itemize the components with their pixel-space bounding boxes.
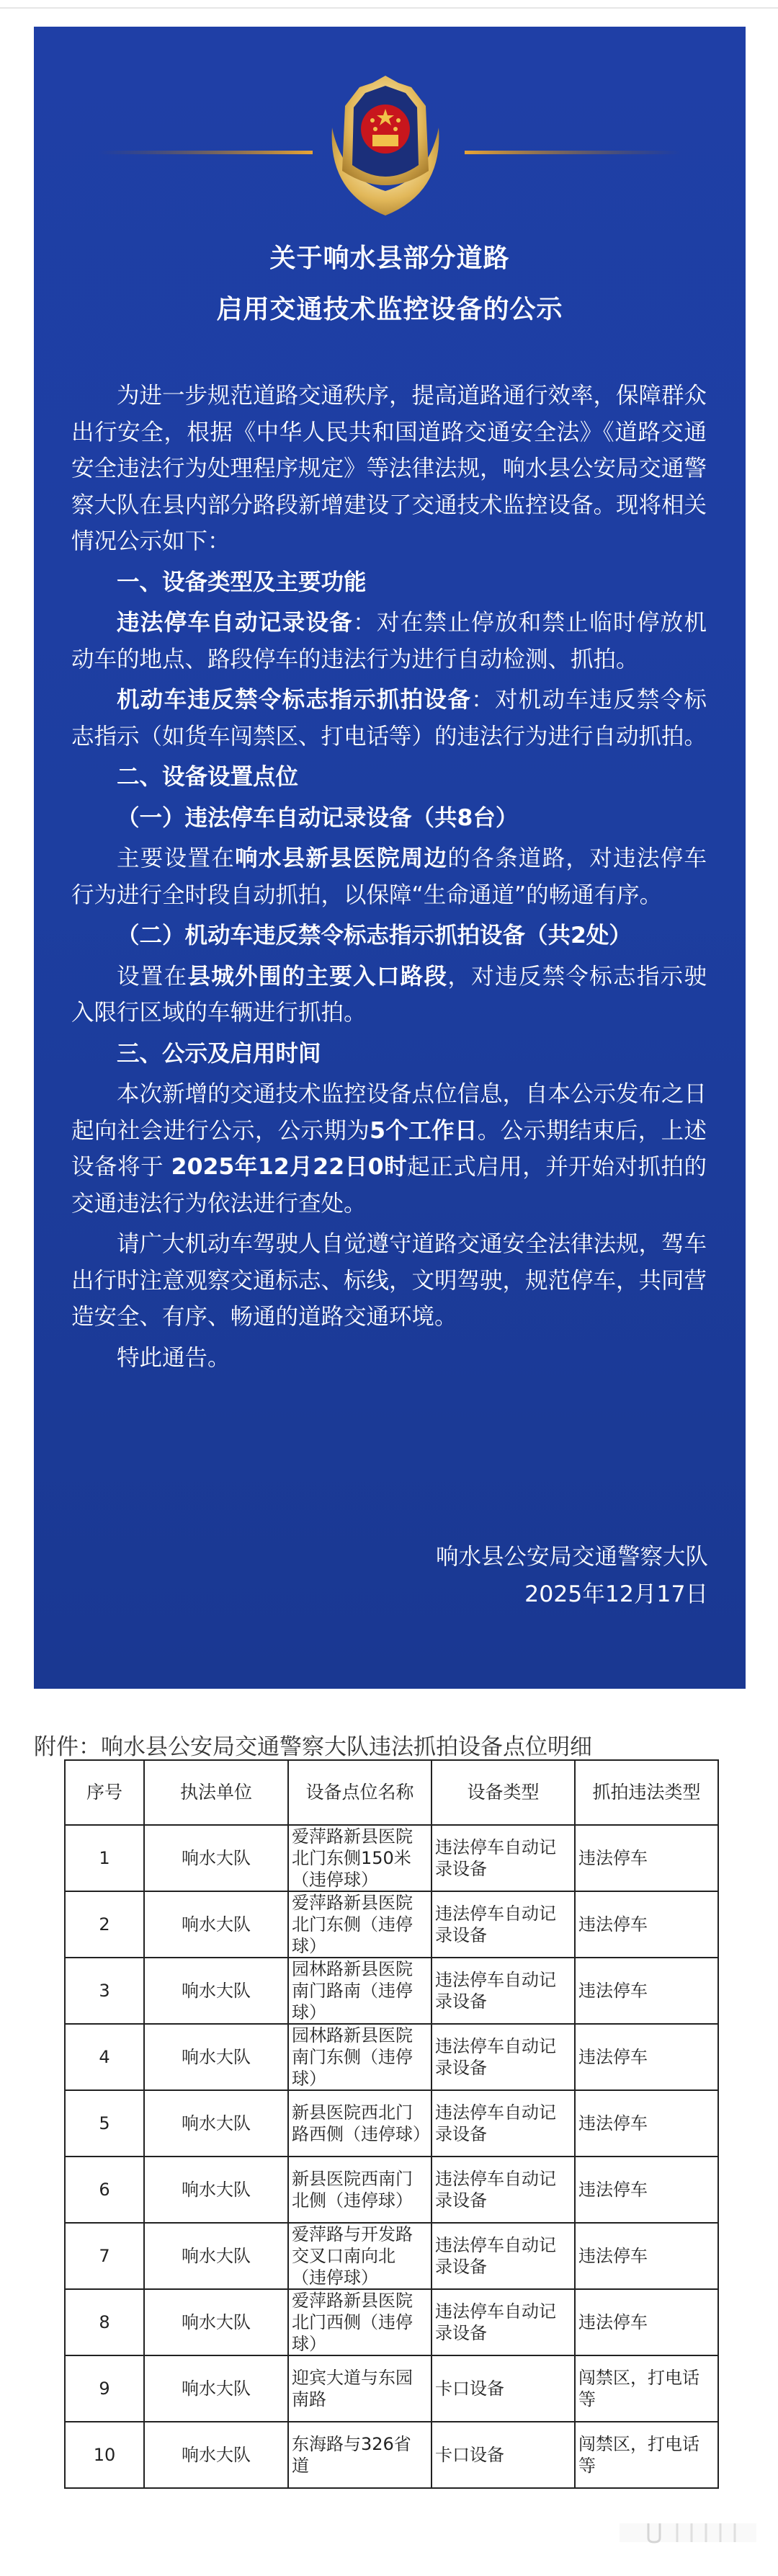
cell-index: 9 xyxy=(65,2355,144,2422)
notice-body xyxy=(71,378,707,1380)
s1-paragraph2 xyxy=(71,682,707,755)
cell-device-type: 违法停车自动记录设备 xyxy=(432,1958,575,2024)
header-unit: 执法单位 xyxy=(144,1760,288,1825)
table-row xyxy=(65,2024,718,2090)
cell-index: 4 xyxy=(65,2024,144,2090)
table-row xyxy=(65,1825,718,1891)
cell-location: 新县医院西北门路西侧（违停球） xyxy=(288,2090,432,2157)
s2-p1-a: 主要设置在 xyxy=(117,845,236,871)
s1-p2-bold: 机动车违反禁令标志指示抓拍设备 xyxy=(117,687,472,713)
s1-p2-text: ：对机动车违反禁令标志指示（如货车闯禁区、打电话等）的违法行为进行自动抓拍。 xyxy=(71,687,707,750)
cell-location: 园林路新县医院南门东侧（违停球） xyxy=(288,2024,432,2090)
cell-device-type: 卡口设备 xyxy=(432,2422,575,2488)
cell-device-type: 卡口设备 xyxy=(432,2355,575,2422)
section1-heading: 一、设备类型及主要功能 xyxy=(117,569,367,595)
cell-unit: 响水大队 xyxy=(144,2157,288,2223)
section2-heading: 二、设备设置点位 xyxy=(117,764,299,790)
intro-paragraph: 为进一步规范道路交通秩序，提高道路通行效率，保障群众出行安全，根据《中华人民共和国道路交通安全法》《道路交通安全违法行为处理程序规定》等法律法规，响水县公安局交通警察大队在县内部分路段新增建设了交通技术监控设备。现将相关情况公示如下： xyxy=(71,383,707,554)
cell-location: 爱萍路新县医院北门东侧（违停球） xyxy=(288,1891,432,1958)
cell-unit: 响水大队 xyxy=(144,1825,288,1891)
cell-location: 迎宾大道与东园南路 xyxy=(288,2355,432,2422)
table-row xyxy=(65,2422,718,2488)
table-row xyxy=(65,2223,718,2289)
cell-device-type: 违法停车自动记录设备 xyxy=(432,2024,575,2090)
s1-paragraph1 xyxy=(71,605,707,678)
cell-index: 5 xyxy=(65,2090,144,2157)
cell-unit: 响水大队 xyxy=(144,2090,288,2157)
s2-p2-bold: 县城外围的主要入口路段 xyxy=(187,963,448,990)
cell-index: 7 xyxy=(65,2223,144,2289)
cell-violation-type: 违法停车 xyxy=(575,2024,718,2090)
cell-violation-type: 违法停车 xyxy=(575,1891,718,1958)
s3-p1-bold2: 2025年12月22日0时 xyxy=(171,1154,408,1180)
attachment-caption: 附件：响水县公安局交通警察大队违法抓拍设备点位明细 xyxy=(34,1734,592,1760)
cell-device-type: 违法停车自动记录设备 xyxy=(432,2157,575,2223)
cell-violation-type: 闯禁区，打电话等 xyxy=(575,2422,718,2488)
cell-violation-type: 违法停车 xyxy=(575,2289,718,2355)
header-index: 序号 xyxy=(65,1760,144,1825)
s3-p1-bold1: 5个工作日 xyxy=(370,1117,478,1144)
s3-paragraph2: 请广大机动车驾驶人自觉遵守道路交通安全法律法规，驾车出行时注意观察交通标志、标线，文明驾驶，规范停车，共同营造安全、有序、畅通的道路交通环境。 xyxy=(71,1231,707,1330)
issuer: 响水县公安局交通警察大队 xyxy=(435,1544,708,1570)
cell-unit: 响水大队 xyxy=(144,2223,288,2289)
device-table xyxy=(64,1759,719,2489)
cell-unit: 响水大队 xyxy=(144,1891,288,1958)
cell-index: 10 xyxy=(65,2422,144,2488)
cell-index: 2 xyxy=(65,1891,144,1958)
cell-device-type: 违法停车自动记录设备 xyxy=(432,2223,575,2289)
notice-panel xyxy=(34,27,746,1689)
cell-location: 爱萍路新县医院北门西侧（违停球） xyxy=(288,2289,432,2355)
cell-violation-type: 违法停车 xyxy=(575,2090,718,2157)
s1-p1-bold: 违法停车自动记录设备 xyxy=(117,610,354,636)
s2-paragraph1 xyxy=(71,840,707,913)
s2-p2-b: ，对违反禁令标志指示驶入限行区域的车辆进行抓拍。 xyxy=(71,963,707,1026)
cell-device-type: 违法停车自动记录设备 xyxy=(432,1825,575,1891)
s3-paragraph1 xyxy=(71,1076,707,1222)
section3-heading: 三、公示及启用时间 xyxy=(117,1040,321,1067)
cell-violation-type: 违法停车 xyxy=(575,1825,718,1891)
cell-index: 8 xyxy=(65,2289,144,2355)
s3-p1-b: 。公示期结束后，上述设备将于 xyxy=(71,1117,707,1180)
cell-index: 3 xyxy=(65,1958,144,2024)
cell-violation-type: 违法停车 xyxy=(575,2157,718,2223)
cell-location: 爱萍路与开发路交叉口南向北（违停球） xyxy=(288,2223,432,2289)
s2-sub1-heading: （一）违法停车自动记录设备（共8台） xyxy=(117,804,519,831)
police-emblem-icon xyxy=(34,27,746,243)
cell-unit: 响水大队 xyxy=(144,2024,288,2090)
cell-location: 爱萍路新县医院北门东侧150米（违停球） xyxy=(288,1825,432,1891)
s2-p1-bold: 响水县新县医院周边 xyxy=(235,845,448,871)
s3-p1-c: 起正式启用，并开始对抓拍的交通违法行为依法进行查处。 xyxy=(71,1154,707,1217)
s2-paragraph2 xyxy=(71,959,707,1031)
cell-device-type: 违法停车自动记录设备 xyxy=(432,1891,575,1958)
cell-unit: 响水大队 xyxy=(144,1958,288,2024)
top-divider xyxy=(0,7,778,9)
table-row xyxy=(65,1891,718,1958)
cell-unit: 响水大队 xyxy=(144,2289,288,2355)
table-header-row xyxy=(65,1760,718,1825)
table-row xyxy=(65,1958,718,2024)
s3-p1-a: 本次新增的交通技术监控设备点位信息，自本公示发布之日起向社会进行公示，公示期为 xyxy=(71,1081,707,1144)
s2-p2-a: 设置在 xyxy=(117,963,188,990)
notice-title-line2: 启用交通技术监控设备的公示 xyxy=(216,295,563,324)
cell-index: 1 xyxy=(65,1825,144,1891)
cell-violation-type: 违法停车 xyxy=(575,2223,718,2289)
cell-violation-type: 闯禁区，打电话等 xyxy=(575,2355,718,2422)
table-row xyxy=(65,2157,718,2223)
cell-device-type: 违法停车自动记录设备 xyxy=(432,2289,575,2355)
notice-title-line1: 关于响水县部分道路 xyxy=(269,244,510,273)
cell-location: 东海路与326省道 xyxy=(288,2422,432,2488)
s2-p1-b: 的各条道路，对违法停车行为进行全时段自动抓拍，以保障“生命通道”的畅通有序。 xyxy=(71,845,707,908)
table-row xyxy=(65,2090,718,2157)
cell-unit: 响水大队 xyxy=(144,2422,288,2488)
header-device-type: 设备类型 xyxy=(432,1760,575,1825)
table-row xyxy=(65,2289,718,2355)
s1-p1-text: ：对在禁止停放和禁止临时停放机动车的地点、路段停车的违法行为进行自动检测、抓拍。 xyxy=(71,610,707,672)
cell-violation-type: 违法停车 xyxy=(575,1958,718,2024)
header-violation-type: 抓拍违法类型 xyxy=(575,1760,718,1825)
issue-date: 2025年12月17日 xyxy=(524,1581,708,1607)
table-row xyxy=(65,2355,718,2422)
cell-device-type: 违法停车自动记录设备 xyxy=(432,2090,575,2157)
header-location: 设备点位名称 xyxy=(288,1760,432,1825)
closing-text: 特此通告。 xyxy=(117,1344,231,1371)
cell-index: 6 xyxy=(65,2157,144,2223)
cell-location: 园林路新县医院南门路南（违停球） xyxy=(288,1958,432,2024)
cell-unit: 响水大队 xyxy=(144,2355,288,2422)
cell-location: 新县医院西南门北侧（违停球） xyxy=(288,2157,432,2223)
s2-sub2-heading: （二）机动车违反禁令标志指示抓拍设备（共2处） xyxy=(117,923,632,949)
watermark-logo-icon xyxy=(620,2521,756,2545)
